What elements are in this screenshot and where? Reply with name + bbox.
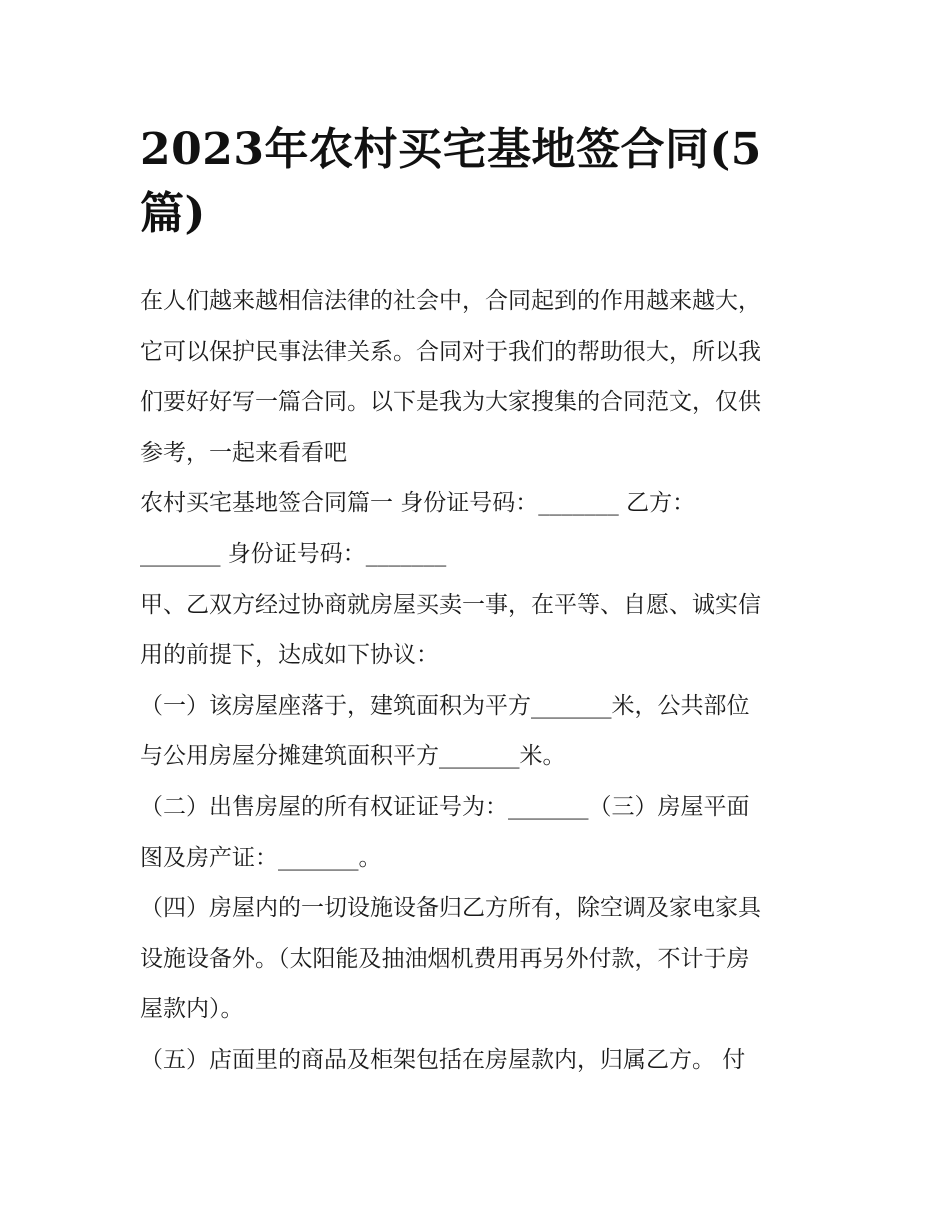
text-line: 们要好好写一篇合同。以下是我为大家搜集的合同范文，仅供	[140, 389, 761, 416]
document-title	[140, 118, 820, 246]
title-line: 篇)	[140, 188, 206, 239]
text-line: _______ 身份证号码：_______	[140, 540, 447, 567]
text-line: （五）店面里的商品及柜架包括在房屋款内，归属乙方。 付	[140, 1046, 746, 1073]
text-line: （二）出售房屋的所有权证证号为：_______（三）房屋平面	[140, 793, 750, 820]
text-line: 参考，一起来看看吧	[140, 439, 347, 466]
text-line: 图及房产证：_______。	[140, 844, 382, 871]
text-line: 甲、乙双方经过协商就房屋买卖一事，在平等、自愿、诚实信	[140, 591, 761, 618]
text-line: 与公用房屋分摊建筑面积平方_______米。	[140, 743, 566, 770]
text-line: 设施设备外。（太阳能及抽油烟机费用再另外付款，不计于房	[140, 945, 750, 972]
document-body	[140, 276, 830, 1086]
text-line: 农村买宅基地签合同篇一 身份证号码：_______ 乙方：	[140, 490, 696, 517]
text-line: （一）该房屋座落于，建筑面积为平方_______米，公共部位	[140, 692, 750, 719]
text-line: 屋款内）。	[140, 996, 244, 1023]
text-line: 用的前提下，达成如下协议：	[140, 642, 439, 669]
text-line: 在人们越来越相信法律的社会中，合同起到的作用越来越大，	[140, 288, 761, 314]
text-line: 它可以保护民事法律关系。合同对于我们的帮助很大，所以我	[140, 338, 761, 365]
text-line: （四）房屋内的一切设施设备归乙方所有，除空调及家电家具	[140, 895, 761, 922]
title-line: 2023年农村买宅基地签合同(5	[140, 124, 762, 175]
